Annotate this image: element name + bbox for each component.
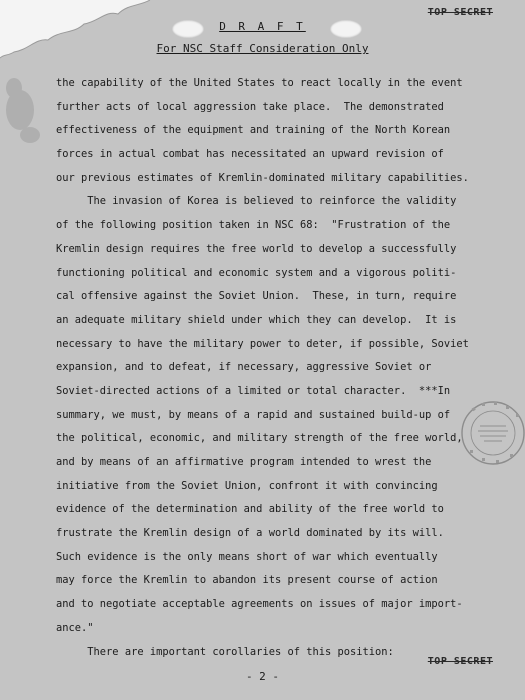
body-line: may force the Kremlin to abandon its present course of action — [56, 574, 438, 587]
body-line: functioning political and economic system and a vigorous politi- — [56, 266, 457, 279]
archive-stamp — [458, 398, 525, 468]
body-line: and by means of an affirmative program intended to wrest the — [56, 456, 432, 468]
body-line: forces in actual combat has necessitated an upward revision of — [56, 148, 444, 161]
body-line: Such evidence is the only means short of war which eventually — [56, 550, 438, 563]
body-line: There are important corollaries of this position: — [56, 645, 394, 658]
body-line: of the following position taken in NSC 68: "Frustration of the — [56, 219, 451, 232]
body-line: and to negotiate acceptable agreements on issues of major import- — [56, 598, 463, 611]
body-line: initiative from the Soviet Union, confront it with convincing — [56, 479, 438, 492]
body-line: Soviet-directed actions of a limited or total character. ***In — [56, 384, 451, 397]
body-line: our previous estimates of Kremlin-dominated military capabilities. — [56, 171, 469, 184]
body-line: the capability of the United States to react locally in the event — [56, 77, 463, 89]
body-line: frustrate the Kremlin design of a world dominated by its will. — [56, 527, 444, 540]
body-line: further acts of local aggression take place. The demonstrated — [56, 100, 444, 113]
draft-label: D R A F T — [219, 20, 306, 33]
body-line: ance." — [56, 621, 94, 634]
body-line: necessary to have the military power to deter, if possible, Soviet — [56, 337, 469, 350]
body-line: an adequate military shield under which they can develop. It is — [56, 313, 457, 326]
body-line: effectiveness of the equipment and training of the North Korean — [56, 124, 451, 137]
body-line: evidence of the determination and ability of the free world to — [56, 503, 444, 516]
body-line: the political, economic, and military strength of the free world, — [56, 432, 463, 445]
document-body — [56, 72, 506, 664]
body-line: summary, we must, by means of a rapid and sustained build-up of — [56, 408, 451, 421]
staff-consideration-subheading: For NSC Staff Consideration Only — [156, 42, 369, 55]
body-line: expansion, and to defeat, if necessary, aggressive Soviet or — [56, 361, 432, 374]
body-line: cal offensive against the Soviet Union. These, in turn, require — [56, 290, 457, 303]
page-number: - 2 - — [245, 670, 280, 683]
classification-marking-bottom: TOP SECRET — [427, 656, 493, 667]
body-line: The invasion of Korea is believed to reinforce the validity — [56, 195, 457, 208]
classification-marking-top: TOP SECRET — [427, 7, 493, 18]
body-line: Kremlin design requires the free world to develop a successfully — [56, 242, 457, 255]
